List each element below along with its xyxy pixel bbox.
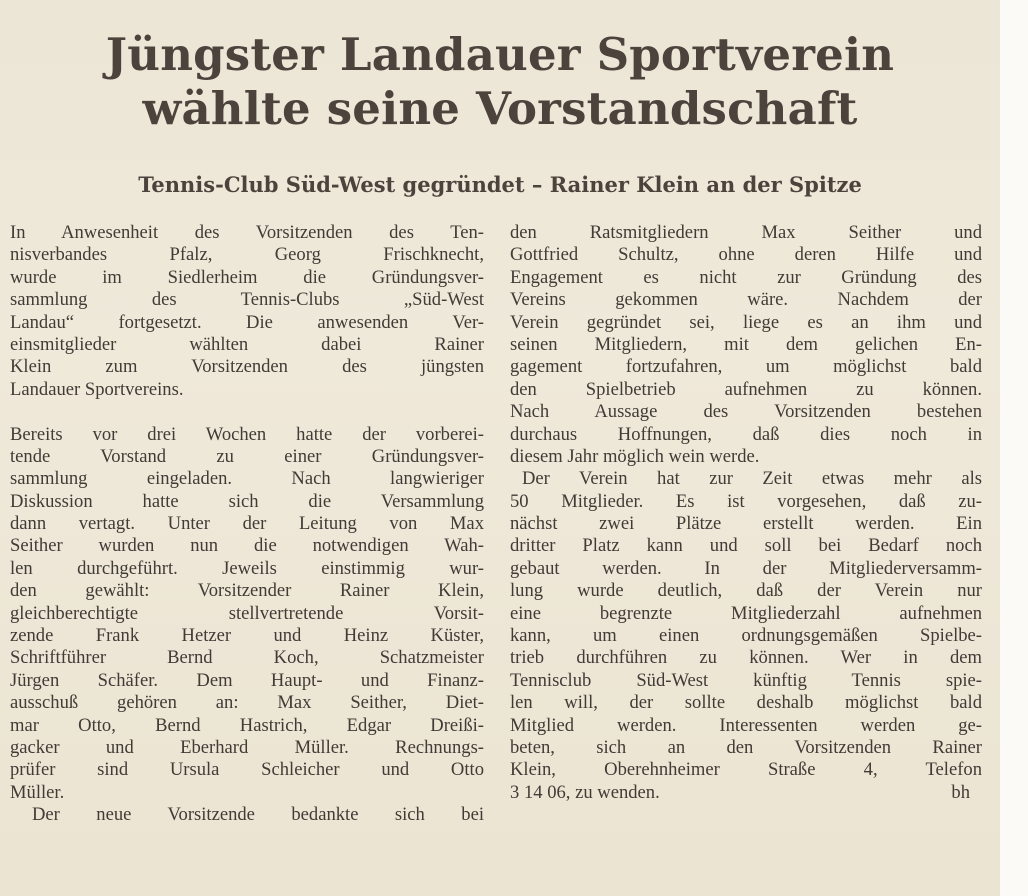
- text-line: Engagement es nicht zur Gründung des: [510, 266, 982, 288]
- headline-line-1: Jüngster Landauer Sportverein: [105, 28, 895, 81]
- text-line: diesem Jahr möglich wein werde.: [510, 445, 760, 467]
- text-line: Diskussion hatte sich die Versammlung: [10, 490, 484, 512]
- text-line: gleichberechtigte stellvertretende Vorsit-: [10, 602, 484, 624]
- left-column: [10, 222, 484, 827]
- text-line: den Ratsmitgliedern Max Seither und: [510, 222, 982, 243]
- text-line: len durchgeführt. Jeweils einstimmig wur-: [10, 557, 484, 579]
- text-line: wurde im Siedlerheim die Gründungsver-: [10, 266, 484, 288]
- text-line: Der Verein hat zur Zeit etwas mehr als: [522, 468, 982, 490]
- text-line: tende Vorstand zu einer Gründungsver-: [10, 445, 484, 467]
- text-line: Nach Aussage des Vorsitzenden bestehen: [510, 401, 982, 423]
- text-line: Mitglied werden. Interessenten werden ge-: [510, 714, 982, 736]
- paragraph-gap: [10, 401, 484, 423]
- text-line: den gewählt: Vorsitzender Rainer Klein,: [10, 580, 484, 602]
- text-line: sammlung des Tennis-Clubs „Süd-West: [10, 289, 484, 311]
- text-line: Landau“ fortgesetzt. Die anwesenden Ver-: [10, 311, 484, 333]
- text-line: 50 Mitglieder. Es ist vorgesehen, daß zu-: [510, 490, 982, 512]
- text-line: nächst zwei Plätze erstellt werden. Ein: [510, 513, 982, 535]
- headline-line-2: wählte seine Vorstandschaft: [142, 82, 858, 135]
- text-line: trieb durchführen zu können. Wer in dem: [510, 647, 982, 669]
- text-line: beten, sich an den Vorsitzenden Rainer: [510, 736, 982, 758]
- text-line: Der neue Vorsitzende bedankte sich bei: [32, 804, 484, 826]
- text-line: 3 14 06, zu wenden.: [510, 781, 660, 803]
- author-signature: bh: [951, 781, 970, 803]
- right-column: [510, 222, 982, 804]
- text-line: durchaus Hoffnungen, daß dies noch in: [510, 423, 982, 445]
- text-line: Verein gegründet sei, liege es an ihm und: [510, 311, 982, 333]
- paragraph-continued: [510, 222, 982, 468]
- text-line: dritter Platz kann und soll bei Bedarf noch: [510, 535, 982, 557]
- article-subheadline: Tennis-Club Süd-West gegründet – Rainer Klein an der Spitze: [138, 172, 862, 197]
- article-headline: [40, 28, 960, 136]
- text-line: prüfer sind Ursula Schleicher und Otto: [10, 759, 484, 781]
- text-line: kann, um einen ordnungsgemäßen Spielbe-: [510, 625, 982, 647]
- text-line: sammlung eingeladen. Nach langwieriger: [10, 468, 484, 490]
- text-line: Gottfried Schultz, ohne deren Hilfe und: [510, 244, 982, 266]
- text-line: Klein zum Vorsitzenden des jüngsten: [10, 356, 484, 378]
- text-line: gagement fortzufahren, um möglichst bald: [510, 356, 982, 378]
- text-line: Jürgen Schäfer. Dem Haupt- und Finanz-: [10, 669, 484, 691]
- text-line: lung wurde deutlich, daß der Verein nur: [510, 580, 982, 602]
- text-line: len will, der sollte deshalb möglichst bald: [510, 692, 982, 714]
- text-line: Klein, Oberehnheimer Straße 4, Telefon: [510, 759, 982, 781]
- text-line: mar Otto, Bernd Hastrich, Edgar Dreißi-: [10, 714, 484, 736]
- scan-margin: [1000, 0, 1028, 896]
- text-line: seinen Mitgliedern, mit dem gelichen En-: [510, 333, 982, 355]
- paragraph-1: [10, 222, 484, 401]
- text-line: dann vertagt. Unter der Leitung von Max: [10, 513, 484, 535]
- text-line: In Anwesenheit des Vorsitzenden des Ten-: [10, 222, 484, 243]
- text-line: eine begrenzte Mitgliederzahl aufnehmen: [510, 602, 982, 624]
- text-line: gacker und Eberhard Müller. Rechnungs-: [10, 736, 484, 758]
- paragraph-4: [510, 468, 982, 804]
- paragraph-3: [10, 804, 484, 826]
- text-line: Seither wurden nun die notwendigen Wah-: [10, 535, 484, 557]
- text-line: Tennisclub Süd-West künftig Tennis spie-: [510, 669, 982, 691]
- text-line: gebaut werden. In der Mitgliederversamm-: [510, 557, 982, 579]
- text-line: nisverbandes Pfalz, Georg Frischknecht,: [10, 244, 484, 266]
- text-line: Landauer Sportvereins.: [10, 378, 184, 400]
- paragraph-2: [10, 424, 484, 805]
- text-line: Schriftführer Bernd Koch, Schatzmeister: [10, 647, 484, 669]
- text-line: einsmitglieder wählten dabei Rainer: [10, 333, 484, 355]
- text-line: Vereins gekommen wäre. Nachdem der: [510, 289, 982, 311]
- text-line: den Spielbetrieb aufnehmen zu können.: [510, 378, 982, 400]
- text-line: zende Frank Hetzer und Heinz Küster,: [10, 625, 484, 647]
- text-line: Bereits vor drei Wochen hatte der vorberei-: [10, 423, 484, 445]
- text-line: ausschuß gehören an: Max Seither, Diet-: [10, 692, 484, 714]
- text-line: Müller.: [10, 781, 65, 803]
